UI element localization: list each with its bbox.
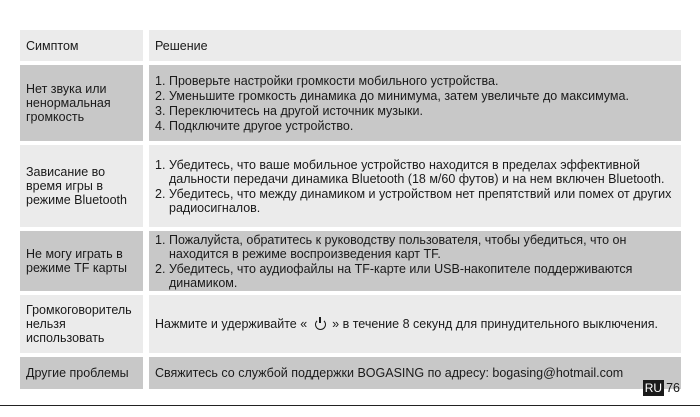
- symptom-cell: Другие проблемы: [20, 357, 149, 389]
- item-text: Проверьте настройки громкости мобильного устройства.: [169, 73, 499, 88]
- solution-cell: [149, 231, 681, 291]
- page-number-value: 76: [666, 381, 680, 395]
- text-before: Нажмите и удерживайте «: [155, 317, 308, 331]
- divider: [0, 405, 700, 406]
- symptom-cell: Громкоговоритель нельзя использовать: [20, 295, 149, 353]
- solution-cell: [149, 65, 681, 141]
- header-solution: Решение: [149, 30, 681, 61]
- item-text: Переключитесь на другой источник музыки.: [169, 103, 423, 118]
- item-text: Убедитесь, что аудиофайлы на TF-карте или USB-накопителе поддерживаются динамиком.: [169, 261, 633, 290]
- solution-list: [155, 232, 677, 291]
- list-item: [155, 89, 677, 103]
- solution-cell: [149, 145, 681, 227]
- power-icon: [315, 319, 326, 330]
- item-text: Уменьшите громкость динамика до минимума, затем увеличьте до максимума.: [169, 88, 629, 103]
- list-item: [155, 233, 677, 261]
- list-item: [155, 74, 677, 88]
- troubleshooting-table: [20, 30, 681, 389]
- item-number: 1.: [155, 157, 166, 172]
- text-after: » в течение 8 секунд для принудительного выключения.: [332, 317, 659, 331]
- item-text: Пожалуйста, обратитесь к руководству пользователя, чтобы убедиться, что он находится в режиме воспроизведения карт TF.: [169, 232, 627, 261]
- item-number: 1.: [155, 232, 166, 247]
- item-number: 2.: [155, 88, 166, 103]
- solution-list: [155, 157, 677, 216]
- language-badge: RU: [644, 381, 663, 395]
- solution-list: [155, 73, 677, 134]
- symptom-cell: Нет звука или ненормальная громкость: [20, 65, 149, 141]
- item-number: 1.: [155, 73, 166, 88]
- solution-text: [155, 317, 677, 331]
- solution-cell: [149, 295, 681, 353]
- list-item: [155, 119, 677, 133]
- item-number: 4.: [155, 118, 166, 133]
- list-item: [155, 187, 677, 215]
- solution-text: Свяжитесь со службой поддержки BOGASING по адресу: bogasing@hotmail.com: [155, 366, 624, 380]
- item-text: Убедитесь, что между динамиком и устройством нет препятствий или помех от других радиосигналов.: [169, 186, 672, 215]
- list-item: [155, 158, 677, 186]
- item-number: 2.: [155, 261, 166, 276]
- symptom-cell: Не могу играть в режиме TF карты: [20, 231, 149, 291]
- symptom-cell: Зависание во время игры в режиме Bluetooth: [20, 145, 149, 227]
- list-item: [155, 262, 677, 290]
- page-number: [643, 380, 680, 396]
- solution-cell: [149, 357, 681, 389]
- item-text: Убедитесь, что ваше мобильное устройство находится в пределах эффективной дальности передачи динамика Bluetooth (18 м/60 футов) и на нем включен Bluetooth.: [169, 157, 665, 186]
- item-text: Подключите другое устройство.: [169, 118, 354, 133]
- item-number: 3.: [155, 103, 166, 118]
- list-item: [155, 104, 677, 118]
- item-number: 2.: [155, 186, 166, 201]
- header-symptom: Симптом: [20, 30, 149, 61]
